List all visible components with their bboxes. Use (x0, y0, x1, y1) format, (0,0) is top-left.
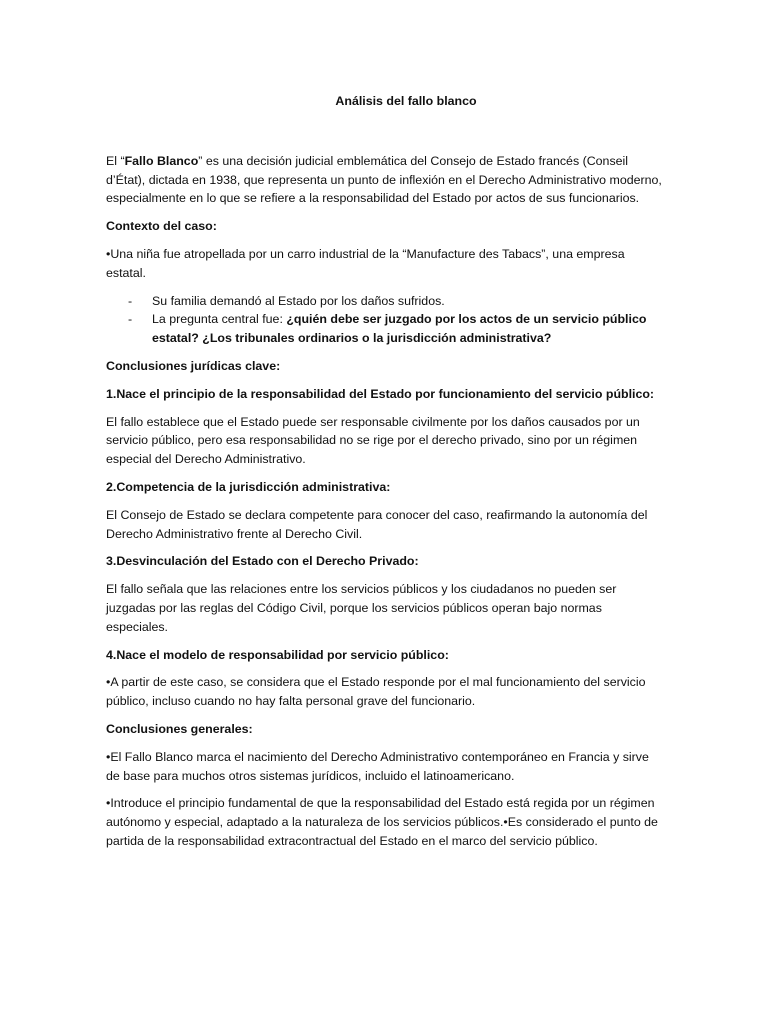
point-4-text: •A partir de este caso, se considera que el Estado responde por el mal funcionamiento del servicio público, incluso cuando no hay falta personal grave del funcionario. (106, 675, 646, 709)
document-body (106, 92, 662, 851)
general-item-1: •El Fallo Blanco marca el nacimiento del Derecho Administrativo contemporáneo en Francia y sirve de base para muchos otros sistemas jurídicos, incluido el latinoamericano. (106, 749, 649, 783)
context-heading: Contexto del caso: (106, 219, 217, 234)
point-1-text: El fallo establece que el Estado puede ser responsable civilmente por los daños causados por un servicio público, pero esa responsabilidad no se rige por el derecho privado, sino por un régimen especial del Derecho Administrativo. (106, 414, 640, 467)
dash-marker: - (128, 293, 133, 308)
general-conclusions-heading: Conclusiones generales: (106, 721, 253, 736)
general-item-2: •Introduce el principio fundamental de que la responsabilidad del Estado está regida por un régimen autónomo y especial, adaptado a la naturaleza de los servicios públicos.•Es considerado el punto de partida de la responsabilidad extracontractual del Estado en el marco del servicio público. (106, 796, 658, 848)
intro-suffix: ” es una decisión judicial emblemática del Consejo de Estado francés (Conseil d’État), dictada en 1938, que representa un punto de inflexión en el Derecho Administrativo moderno, especialmente en lo que se refiere a la responsabilidad del Estado por actos de sus funcionarios. (106, 153, 662, 206)
intro-prefix: El “ (106, 153, 125, 168)
dash-marker: - (128, 312, 133, 327)
intro-paragraph (106, 152, 662, 208)
list-item-text-prefix: La pregunta central fue: (152, 312, 287, 327)
list-item (106, 292, 662, 311)
point-2-heading: 2.Competencia de la jurisdicción administrativa: (106, 479, 391, 494)
point-3-heading: 3.Desvinculación del Estado con el Derecho Privado: (106, 554, 419, 569)
context-bullet: •Una niña fue atropellada por un carro industrial de la “Manufacture des Tabacs”, una empresa estatal. (106, 246, 625, 280)
list-item-question: ¿quién debe ser juzgado por los actos de un servicio público estatal? ¿Los tribunales ordinarios o la jurisdicción administrativa? (152, 312, 647, 346)
legal-conclusions-heading: Conclusiones jurídicas clave: (106, 358, 281, 373)
list-item-text: Su familia demandó al Estado por los daños sufridos. (152, 293, 445, 308)
point-2-text: El Consejo de Estado se declara competente para conocer del caso, reafirmando la autonomía del Derecho Administrativo frente al Derecho Civil. (106, 507, 648, 541)
context-dash-list (106, 292, 662, 348)
intro-bold-term: Fallo Blanco (124, 153, 199, 168)
point-4-heading: 4.Nace el modelo de responsabilidad por servicio público: (106, 647, 449, 662)
point-1-heading: 1.Nace el principio de la responsabilidad del Estado por funcionamiento del servicio público: (106, 386, 655, 401)
point-3-text: El fallo señala que las relaciones entre los servicios públicos y los ciudadanos no pueden ser juzgadas por las reglas del Código Civil, porque los servicios públicos operan bajo normas especiales. (106, 582, 617, 634)
document-title: Análisis del fallo blanco (335, 94, 477, 108)
list-item (106, 310, 662, 348)
